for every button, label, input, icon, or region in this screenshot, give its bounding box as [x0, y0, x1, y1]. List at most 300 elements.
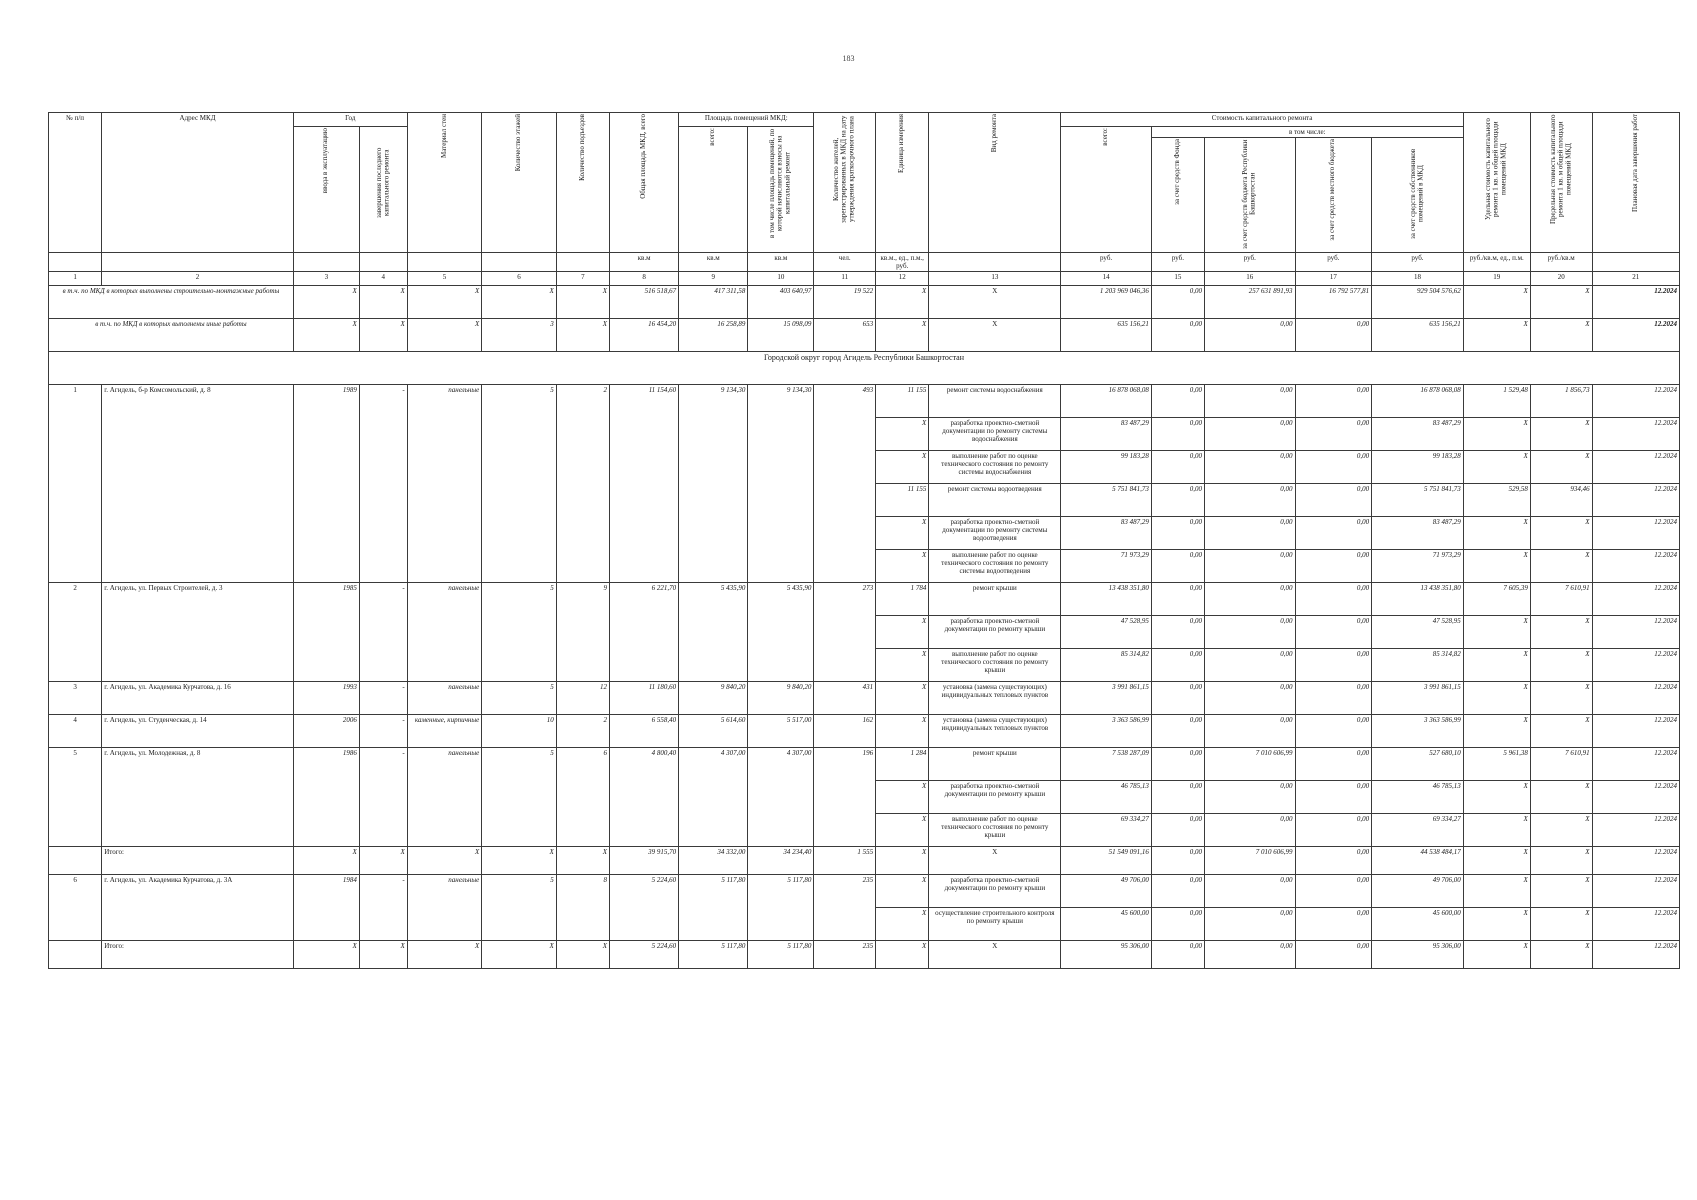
total-blank [49, 941, 102, 969]
summary-cell: 0,00 [1151, 319, 1204, 352]
work-kind: разработка проектно-сметной документации по ремонту крыши [929, 781, 1061, 814]
building-last-repair: - [359, 583, 407, 682]
unit-cost-republic: руб. [1205, 253, 1295, 272]
table-row [49, 715, 1680, 748]
building-last-repair: - [359, 385, 407, 583]
header-area-group: Площадь помещений МКД: [679, 113, 814, 127]
building-floors: 5 [482, 385, 557, 583]
summary-cell: 0,00 [1295, 319, 1372, 352]
work-date: 12.2024 [1592, 517, 1679, 550]
building-address: г. Агидель, ул. Молодежная, д. 8 [102, 748, 294, 847]
building-floors: 5 [482, 583, 557, 682]
work-spec: X [1463, 616, 1530, 649]
work-rep: 0,00 [1205, 583, 1295, 616]
column-number: 15 [1151, 272, 1204, 286]
column-number: 16 [1205, 272, 1295, 286]
work-cost: 13 438 351,80 [1061, 583, 1151, 616]
building-address: г. Агидель, б-р Комсомольский, д. 8 [102, 385, 294, 583]
work-fund: 0,00 [1151, 781, 1204, 814]
building-entrances: 2 [556, 715, 609, 748]
work-kind: разработка проектно-сметной документации по ремонту крыши [929, 875, 1061, 908]
column-number: 20 [1530, 272, 1592, 286]
building-material: панельные [407, 682, 482, 715]
header-cost-group: Стоимость капитального ремонта [1061, 113, 1463, 127]
building-area-total: 5 614,60 [679, 715, 748, 748]
building-total-area: 11 180,60 [609, 682, 678, 715]
summary-label: в т.ч. по МКД в которых выполнены строительно-монтажные работы [49, 286, 294, 319]
total-cell: X [359, 847, 407, 875]
work-kind: разработка проектно-сметной документации по ремонту системы водоотведения [929, 517, 1061, 550]
header-area-total: всего: [679, 127, 748, 253]
total-cell: X [482, 941, 557, 969]
total-cell: 5 117,80 [748, 941, 814, 969]
total-cell: X [407, 847, 482, 875]
summary-cell: 635 156,21 [1372, 319, 1464, 352]
total-row [49, 941, 1680, 969]
work-cost: 85 314,82 [1061, 649, 1151, 682]
building-year: 1989 [293, 385, 359, 583]
summary-deadline: 12.2024 [1592, 286, 1679, 319]
total-cell: 0,00 [1151, 941, 1204, 969]
work-loc: 0,00 [1295, 781, 1372, 814]
work-loc: 0,00 [1295, 418, 1372, 451]
total-cell: X [1530, 941, 1592, 969]
building-area-total: 9 840,20 [679, 682, 748, 715]
work-unit: X [876, 451, 929, 484]
capital-repair-table [48, 112, 1680, 969]
total-cell: 34 234,40 [748, 847, 814, 875]
building-last-repair: - [359, 715, 407, 748]
header-deadline: Плановая дата завершения работ [1592, 113, 1679, 253]
unit-total-area: кв.м [609, 253, 678, 272]
total-cell: 7 010 606,99 [1205, 847, 1295, 875]
work-unit: X [876, 908, 929, 941]
work-date: 12.2024 [1592, 616, 1679, 649]
work-unit: 1 784 [876, 583, 929, 616]
work-max: X [1530, 517, 1592, 550]
work-own: 13 438 351,80 [1372, 583, 1464, 616]
building-floors: 10 [482, 715, 557, 748]
work-kind: выполнение работ по оценке технического состояния по ремонту системы водоотведения [929, 550, 1061, 583]
summary-cell: X [407, 319, 482, 352]
summary-cell: X [1463, 286, 1530, 319]
work-spec: X [1463, 517, 1530, 550]
summary-deadline: 12.2024 [1592, 319, 1679, 352]
summary-cell: X [929, 319, 1061, 352]
work-rep: 0,00 [1205, 385, 1295, 418]
building-residents: 431 [814, 682, 876, 715]
work-kind: установка (замена существующих) индивидуальных тепловых пунктов [929, 715, 1061, 748]
column-number: 10 [748, 272, 814, 286]
work-fund: 0,00 [1151, 682, 1204, 715]
work-date: 12.2024 [1592, 682, 1679, 715]
building-material: каменные, кирпичные [407, 715, 482, 748]
building-no: 1 [49, 385, 102, 583]
work-max: X [1530, 550, 1592, 583]
work-rep: 0,00 [1205, 418, 1295, 451]
building-floors: 5 [482, 682, 557, 715]
column-numbers-row [49, 272, 1680, 286]
work-unit: X [876, 875, 929, 908]
total-cell: 0,00 [1205, 941, 1295, 969]
header-specific-cost: Удельная стоимость капитального ремонта 1 кв. м общей площади помещений МКД [1463, 113, 1530, 253]
header-cost-republic: за счет средств бюджета Республики Башкортостан [1205, 138, 1295, 253]
work-rep: 0,00 [1205, 484, 1295, 517]
header-residents: Количество жителей, зарегистрированных в МКД на дату утверждения краткосрочного плана [814, 113, 876, 253]
work-own: 3 991 861,15 [1372, 682, 1464, 715]
summary-cell: 3 [482, 319, 557, 352]
header-no: № п/п [49, 113, 102, 253]
column-number: 19 [1463, 272, 1530, 286]
header-cost-local: за счет средств местного бюджета [1295, 138, 1372, 253]
work-fund: 0,00 [1151, 583, 1204, 616]
summary-cell: 257 631 891,93 [1205, 286, 1295, 319]
work-fund: 0,00 [1151, 875, 1204, 908]
work-rep: 0,00 [1205, 814, 1295, 847]
building-area-total: 4 307,00 [679, 748, 748, 847]
unit-cost-fund: руб. [1151, 253, 1204, 272]
summary-cell: X [482, 286, 557, 319]
work-spec: X [1463, 649, 1530, 682]
work-date: 12.2024 [1592, 781, 1679, 814]
work-date: 12.2024 [1592, 748, 1679, 781]
work-date: 12.2024 [1592, 908, 1679, 941]
column-number: 1 [49, 272, 102, 286]
summary-cell: X [293, 319, 359, 352]
work-rep: 0,00 [1205, 715, 1295, 748]
header-year-group: Год [293, 113, 407, 127]
work-kind: ремонт системы водоснабжения [929, 385, 1061, 418]
summary-cell: 16 454,20 [609, 319, 678, 352]
work-own: 69 334,27 [1372, 814, 1464, 847]
building-address: г. Агидель, ул. Первых Строителей, д. 3 [102, 583, 294, 682]
summary-cell: X [359, 286, 407, 319]
work-date: 12.2024 [1592, 451, 1679, 484]
work-spec: 5 961,38 [1463, 748, 1530, 781]
work-fund: 0,00 [1151, 748, 1204, 781]
building-entrances: 6 [556, 748, 609, 847]
total-cell: 235 [814, 941, 876, 969]
header-max-cost: Предельная стоимость капитального ремонта 1 кв. м общей площади помещений МКД [1530, 113, 1592, 253]
building-material: панельные [407, 583, 482, 682]
building-no: 2 [49, 583, 102, 682]
work-max: X [1530, 781, 1592, 814]
total-cell: 39 915,70 [609, 847, 678, 875]
total-cell: 5 224,60 [609, 941, 678, 969]
building-residents: 493 [814, 385, 876, 583]
work-unit: X [876, 814, 929, 847]
building-last-repair: - [359, 748, 407, 847]
section-row [49, 352, 1680, 385]
column-number: 8 [609, 272, 678, 286]
total-cell: X [876, 941, 929, 969]
work-date: 12.2024 [1592, 550, 1679, 583]
work-own: 85 314,82 [1372, 649, 1464, 682]
work-loc: 0,00 [1295, 517, 1372, 550]
building-last-repair: - [359, 875, 407, 941]
work-rep: 0,00 [1205, 682, 1295, 715]
column-number: 4 [359, 272, 407, 286]
work-max: 934,46 [1530, 484, 1592, 517]
work-own: 16 878 068,08 [1372, 385, 1464, 418]
section-title: Городской округ город Агидель Республики Башкортостан [49, 352, 1680, 385]
total-label: Итого: [102, 847, 294, 875]
work-cost: 47 528,95 [1061, 616, 1151, 649]
work-rep: 0,00 [1205, 649, 1295, 682]
work-loc: 0,00 [1295, 550, 1372, 583]
work-fund: 0,00 [1151, 649, 1204, 682]
column-number: 3 [293, 272, 359, 286]
summary-cell: 635 156,21 [1061, 319, 1151, 352]
total-blank [49, 847, 102, 875]
summary-cell: X [359, 319, 407, 352]
work-cost: 45 600,00 [1061, 908, 1151, 941]
summary-cell: 19 522 [814, 286, 876, 319]
work-unit: 1 284 [876, 748, 929, 781]
work-date: 12.2024 [1592, 418, 1679, 451]
work-date: 12.2024 [1592, 814, 1679, 847]
header-total-area: Общая площадь МКД, всего [609, 113, 678, 253]
work-kind: ремонт системы водоотведения [929, 484, 1061, 517]
work-spec: X [1463, 781, 1530, 814]
building-residents: 273 [814, 583, 876, 682]
total-cell: X [1463, 847, 1530, 875]
work-spec: X [1463, 451, 1530, 484]
work-own: 71 973,29 [1372, 550, 1464, 583]
work-spec: X [1463, 682, 1530, 715]
work-date: 12.2024 [1592, 649, 1679, 682]
work-cost: 71 973,29 [1061, 550, 1151, 583]
work-max: 1 856,73 [1530, 385, 1592, 418]
total-cell: 0,00 [1295, 941, 1372, 969]
total-cell: 5 117,80 [679, 941, 748, 969]
work-date: 12.2024 [1592, 484, 1679, 517]
building-area-paid: 9 134,30 [748, 385, 814, 583]
building-year: 1985 [293, 583, 359, 682]
work-own: 83 487,29 [1372, 517, 1464, 550]
summary-cell: X [293, 286, 359, 319]
work-kind: разработка проектно-сметной документации по ремонту системы водоснабжения [929, 418, 1061, 451]
work-spec: X [1463, 550, 1530, 583]
work-fund: 0,00 [1151, 715, 1204, 748]
work-fund: 0,00 [1151, 814, 1204, 847]
work-unit: X [876, 550, 929, 583]
work-rep: 0,00 [1205, 550, 1295, 583]
work-cost: 16 878 068,08 [1061, 385, 1151, 418]
building-residents: 162 [814, 715, 876, 748]
page-number: 183 [842, 54, 855, 63]
header-wall-material: Материал стен [407, 113, 482, 253]
work-own: 99 183,28 [1372, 451, 1464, 484]
unit-residents: чел. [814, 253, 876, 272]
work-own: 3 363 586,99 [1372, 715, 1464, 748]
header-area-paid: в том числе площадь помещений, по которой начисляются взносы на капитальный ремонт [748, 127, 814, 253]
building-material: панельные [407, 385, 482, 583]
header-year-last-repair: завершения последнего капитального ремонта [359, 127, 407, 253]
work-max: X [1530, 682, 1592, 715]
work-rep: 0,00 [1205, 616, 1295, 649]
building-year: 1984 [293, 875, 359, 941]
summary-label: в т.ч. по МКД в которых выполнены иные работы [49, 319, 294, 352]
work-unit: X [876, 616, 929, 649]
unit-cost-total: руб. [1061, 253, 1151, 272]
total-cell: 95 306,00 [1061, 941, 1151, 969]
building-residents: 196 [814, 748, 876, 847]
work-rep: 0,00 [1205, 517, 1295, 550]
building-address: г. Агидель, ул. Студенческая, д. 14 [102, 715, 294, 748]
work-cost: 3 363 586,99 [1061, 715, 1151, 748]
building-year: 1993 [293, 682, 359, 715]
building-floors: 5 [482, 748, 557, 847]
work-date: 12.2024 [1592, 583, 1679, 616]
work-own: 83 487,29 [1372, 418, 1464, 451]
total-cell: 34 332,00 [679, 847, 748, 875]
table-row [49, 583, 1680, 616]
header-repair-kind: Вид ремонта [929, 113, 1061, 253]
column-number: 7 [556, 272, 609, 286]
table-row [49, 682, 1680, 715]
header-cost-fund: за счет средств Фонда [1151, 138, 1204, 253]
work-max: 7 610,91 [1530, 583, 1592, 616]
unit-measure: кв.м., ед., п.м., руб. [876, 253, 929, 272]
work-loc: 0,00 [1295, 682, 1372, 715]
summary-cell: X [876, 286, 929, 319]
header-year-built: ввода в эксплуатацию [293, 127, 359, 253]
work-rep: 0,00 [1205, 875, 1295, 908]
total-cell: X [293, 941, 359, 969]
building-area-total: 5 117,80 [679, 875, 748, 941]
work-rep: 0,00 [1205, 908, 1295, 941]
work-kind: разработка проектно-сметной документации по ремонту крыши [929, 616, 1061, 649]
building-entrances: 8 [556, 875, 609, 941]
work-cost: 7 538 287,09 [1061, 748, 1151, 781]
work-max: X [1530, 814, 1592, 847]
unit-cost-owners: руб. [1372, 253, 1464, 272]
work-own: 49 706,00 [1372, 875, 1464, 908]
work-date: 12.2024 [1592, 715, 1679, 748]
summary-cell: 929 504 576,62 [1372, 286, 1464, 319]
total-cell: 44 538 484,17 [1372, 847, 1464, 875]
summary-cell: X [929, 286, 1061, 319]
column-number: 2 [102, 272, 294, 286]
summary-cell: X [407, 286, 482, 319]
building-no: 5 [49, 748, 102, 847]
work-spec: 529,58 [1463, 484, 1530, 517]
work-max: X [1530, 451, 1592, 484]
building-floors: 5 [482, 875, 557, 941]
total-label: Итого: [102, 941, 294, 969]
work-cost: 69 334,27 [1061, 814, 1151, 847]
table-row [49, 875, 1680, 908]
work-own: 5 751 841,73 [1372, 484, 1464, 517]
work-fund: 0,00 [1151, 451, 1204, 484]
summary-row [49, 319, 1680, 352]
total-row [49, 847, 1680, 875]
work-loc: 0,00 [1295, 649, 1372, 682]
work-spec: X [1463, 814, 1530, 847]
work-loc: 0,00 [1295, 385, 1372, 418]
summary-cell: X [1530, 286, 1592, 319]
work-rep: 0,00 [1205, 781, 1295, 814]
table-row [49, 385, 1680, 418]
summary-cell: 417 311,58 [679, 286, 748, 319]
summary-row [49, 286, 1680, 319]
work-own: 527 680,10 [1372, 748, 1464, 781]
work-cost: 3 991 861,15 [1061, 682, 1151, 715]
work-loc: 0,00 [1295, 451, 1372, 484]
total-cell: X [1530, 847, 1592, 875]
work-fund: 0,00 [1151, 908, 1204, 941]
work-date: 12.2024 [1592, 875, 1679, 908]
work-fund: 0,00 [1151, 517, 1204, 550]
work-max: X [1530, 875, 1592, 908]
column-number: 14 [1061, 272, 1151, 286]
work-kind: установка (замена существующих) индивидуальных тепловых пунктов [929, 682, 1061, 715]
building-total-area: 4 800,40 [609, 748, 678, 847]
total-cell: X [293, 847, 359, 875]
work-fund: 0,00 [1151, 484, 1204, 517]
summary-cell: 516 518,67 [609, 286, 678, 319]
work-fund: 0,00 [1151, 385, 1204, 418]
header-including: в том числе: [1151, 127, 1463, 138]
work-spec: 7 605,39 [1463, 583, 1530, 616]
work-max: X [1530, 616, 1592, 649]
summary-cell: 0,00 [1205, 319, 1295, 352]
building-area-paid: 5 117,80 [748, 875, 814, 941]
building-area-paid: 9 840,20 [748, 682, 814, 715]
work-loc: 0,00 [1295, 715, 1372, 748]
work-kind: осуществление строительного контроля по ремонту крыши [929, 908, 1061, 941]
building-total-area: 6 221,70 [609, 583, 678, 682]
column-number: 5 [407, 272, 482, 286]
total-cell: X [556, 941, 609, 969]
building-last-repair: - [359, 682, 407, 715]
work-rep: 0,00 [1205, 451, 1295, 484]
building-total-area: 6 558,40 [609, 715, 678, 748]
work-max: X [1530, 418, 1592, 451]
work-kind: выполнение работ по оценке технического состояния по ремонту крыши [929, 814, 1061, 847]
building-total-area: 11 154,60 [609, 385, 678, 583]
building-address: г. Агидель, ул. Академика Курчатова, д. 16 [102, 682, 294, 715]
unit-max: руб./кв.м [1530, 253, 1592, 272]
building-area-total: 9 134,30 [679, 385, 748, 583]
work-spec: X [1463, 715, 1530, 748]
building-area-total: 5 435,90 [679, 583, 748, 682]
summary-cell: 0,00 [1151, 286, 1204, 319]
column-number: 13 [929, 272, 1061, 286]
summary-cell: X [1463, 319, 1530, 352]
total-cell: X [482, 847, 557, 875]
total-cell: X [929, 847, 1061, 875]
building-material: панельные [407, 875, 482, 941]
work-own: 46 785,13 [1372, 781, 1464, 814]
summary-cell: 15 098,09 [748, 319, 814, 352]
building-area-paid: 4 307,00 [748, 748, 814, 847]
total-cell: X [876, 847, 929, 875]
header-entrances: Количество подъездов [556, 113, 609, 253]
building-no: 4 [49, 715, 102, 748]
work-fund: 0,00 [1151, 418, 1204, 451]
work-spec: 1 529,48 [1463, 385, 1530, 418]
unit-specific: руб./кв.м, ед., п.м. [1463, 253, 1530, 272]
building-year: 1986 [293, 748, 359, 847]
total-cell: 0,00 [1295, 847, 1372, 875]
header-address: Адрес МКД [102, 113, 294, 253]
work-kind: ремонт крыши [929, 748, 1061, 781]
total-cell: X [929, 941, 1061, 969]
summary-cell: 16 792 577,81 [1295, 286, 1372, 319]
work-spec: X [1463, 875, 1530, 908]
